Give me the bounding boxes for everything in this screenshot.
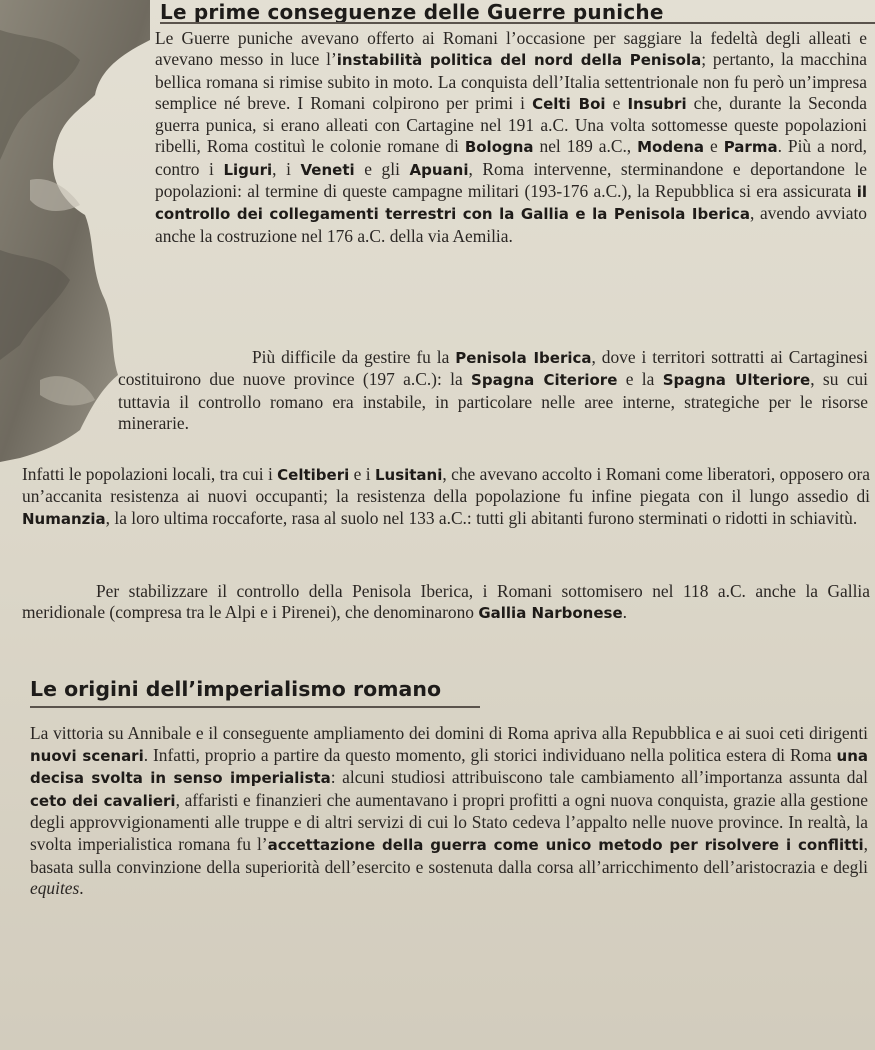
paragraph-gallia-narbonese (22, 581, 870, 625)
text-run: , affaristi e finanzieri che aumentavano i propri profitti a ogni nuova conquista, grazie alla gestione degli approvvigionamenti alle truppe e di altri servizi di cui lo Stato cedeva l’appalto nelle nuove province. In realtà, la svolta imperialistica romana fu l’ (30, 789, 868, 854)
section-title: Le prime conseguenze delle Guerre puniche (160, 0, 875, 24)
text-run: che, durante la Seconda guerra punica, si erano alleati con Cartagine nel 191 a.C. Una volta sottomesse queste popolazioni ribelli, Roma costituì le colonie romane di (155, 92, 867, 157)
text-run: Le Guerre puniche avevano offerto ai Romani l’occasione per saggiare la fedeltà degli alleati e avevano messo in luce l’ (155, 28, 867, 70)
bold-term: Lusitani (374, 466, 443, 484)
bold-term: una decisa svolta in senso imperialista (30, 746, 869, 788)
text-run: , la loro ultima roccaforte, rasa al suolo nel 133 a.C.: tutti gli abitanti furono sterminati o ridotti in schiavitù. (105, 507, 858, 528)
text-run: nel 189 a.C., (533, 136, 638, 157)
bold-term: Parma (723, 138, 778, 157)
bold-term: Bologna (464, 138, 534, 157)
bold-term: Numanzia (22, 509, 106, 528)
text-run: e (605, 92, 628, 113)
text-run: , Roma intervenne, sterminandone e deportandone le popolazioni: al termine di queste campagne militari (193-176 a.C.), la Repubblica si era assicurata (155, 158, 867, 202)
paragraph-celti-conquest (155, 28, 867, 247)
bold-term: Spagna Citeriore (471, 371, 618, 390)
text-run: e gli (354, 158, 410, 179)
text-run: , su cui tuttavia il controllo romano era instabile, in particolare nelle aree interne, strategiche per le risorse minerarie. (118, 369, 868, 433)
text-run: e la (617, 369, 663, 390)
text-run: . (79, 878, 84, 899)
text-run: : alcuni studiosi attribuiscono tale cambiamento all’importanza assunta dal (330, 767, 868, 788)
text-run: . Infatti, proprio a partire da questo momento, gli storici individuano nella politica estera di Roma (143, 744, 837, 765)
italic-term: equites (30, 878, 80, 899)
text-run: , avendo avviato anche la costruzione nel 176 a.C. della via Aemilia. (155, 203, 868, 246)
bold-term: Liguri (223, 160, 273, 179)
bold-term: il controllo dei collegamenti terrestri con la Gallia e la Penisola Iberica (155, 183, 867, 224)
paragraph-penisola-iberica (118, 347, 868, 434)
text-run: Più difficile da gestire fu la (252, 347, 456, 367)
bold-term: ceto dei cavalieri (30, 791, 176, 810)
text-run: Per stabilizzare il controllo della Penisola Iberica, i Romani sottomisero nel 118 a.C. anche la Gallia meridionale (compresa tra le Alpi e i Pirenei), che denominarono (22, 581, 870, 623)
bold-term: nuovi scenari (30, 746, 144, 765)
text-run: La vittoria su Annibale e il conseguente ampliamento dei domini di Roma apriva alla Repubblica e ai suoi ceti dirigenti (30, 723, 868, 743)
bold-term: Celti Boi (532, 94, 606, 113)
bold-term: Insubri (627, 94, 687, 113)
text-run: e (704, 136, 724, 157)
text-run: , basata sulla convinzione della superiorità dell’esercito e sostenuta dalla corsa all’arricchimento dell’aristocrazia e degli (30, 833, 868, 877)
paragraph-imperialismo (30, 723, 868, 900)
bold-term: instabilità politica del nord della Penisola (336, 51, 702, 70)
bold-term: Gallia Narbonese (478, 604, 623, 623)
text-run: e i (349, 464, 375, 484)
text-run: Infatti le popolazioni locali, tra cui i (22, 464, 278, 484)
bold-term: Spagna Ulteriore (662, 371, 811, 390)
text-run: . (622, 602, 627, 623)
bold-term: Veneti (300, 160, 355, 179)
bold-term: Apuani (409, 160, 469, 179)
subsection-title: Le origini dell’imperialismo romano (30, 677, 480, 708)
paragraph-numanzia (22, 464, 870, 530)
bold-term: Penisola Iberica (455, 349, 592, 367)
text-run: ; pertanto, la macchina bellica romana si rimise subito in moto. La conquista dell’Italia settentrionale non fu però un’impresa semplice né breve. I Romani colpirono per primi i (155, 49, 868, 113)
text-run: , che avevano accolto i Romani come liberatori, opposero ora un’accanita resistenza ai nuovi occupanti; la resistenza della popolazione fu infine piegata con il lungo assedio di (22, 464, 870, 507)
text-run: , i (272, 158, 301, 179)
bold-term: accettazione della guerra come unico metodo per risolvere i conflitti (267, 835, 864, 854)
text-run: , dove i territori sottratti ai Cartaginesi costituirono due nuove province (197 a.C.): la (118, 347, 868, 390)
bold-term: Celtiberi (277, 466, 350, 484)
text-run: . Più a nord, contro i (155, 136, 867, 179)
bold-term: Modena (637, 138, 705, 157)
